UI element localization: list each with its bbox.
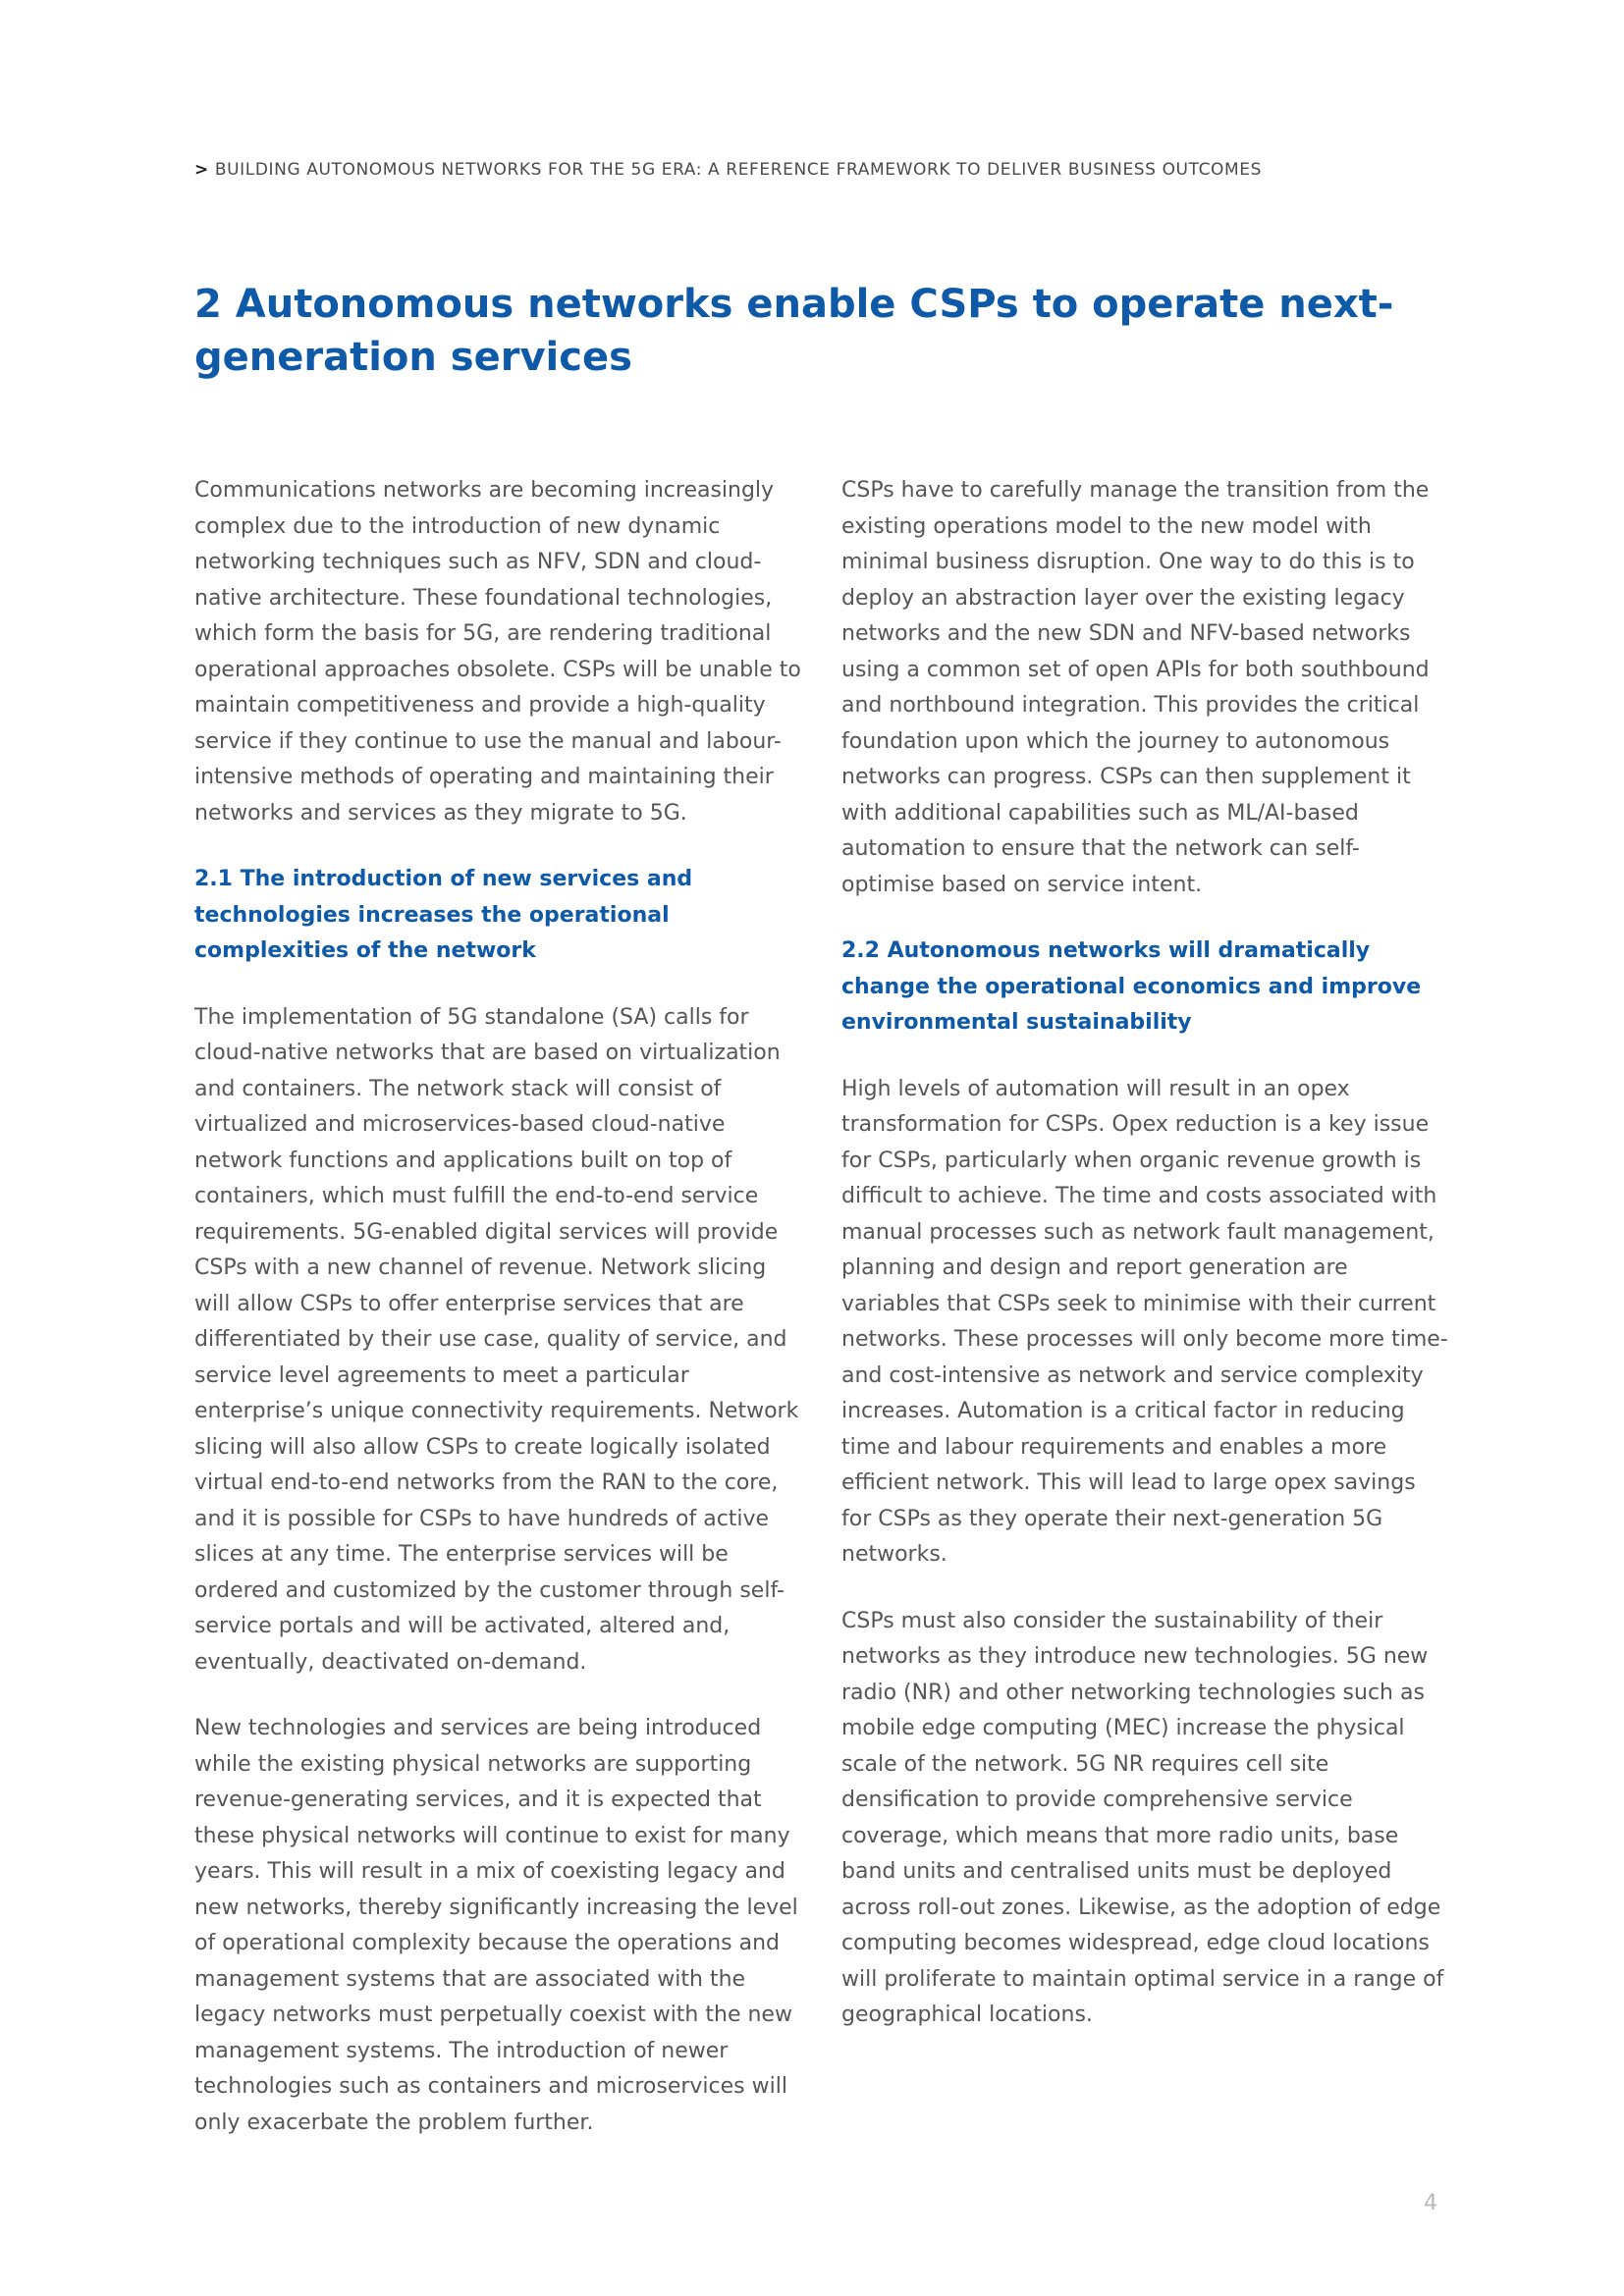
right-column	[841, 473, 1450, 2064]
section-2-1-paragraph-2: New technologies and services are being introduced while the existing physical networks are supporting revenue-generating services, and it is expected that these physical networks will continue to exist for many years. This will result in a mix of coexisting legacy and new networks, thereby significantly increasing the level of operational complexity because the operations and management systems that are associated with the legacy networks must perpetually coexist with the new management systems. The introduction of newer technologies such as containers and microservices will only exacerbate the problem further.	[194, 1716, 798, 2135]
section-2-2-paragraph-2: CSPs must also consider the sustainability of their networks as they introduce new technologies. 5G new radio (NR) and other networking technologies such as mobile edge computing (MEC) increase the physical scale of the network. 5G NR requires cell site densification to provide comprehensive service coverage, which means that more radio units, base band units and centralised units must be deployed across roll-out zones. Likewise, as the adoption of edge computing becomes widespread, edge cloud locations will proliferate to maintain optimal service in a range of geographical locations.	[841, 1608, 1444, 2027]
left-column	[194, 473, 803, 2171]
chevron-right-icon: >	[194, 160, 209, 180]
section-2-2-paragraph-1: High levels of automation will result in an opex transformation for CSPs. Opex reduction is a key issue for CSPs, particularly when organic revenue growth is difficult to achieve. The time and costs associated with manual processes such as network fault management, planning and design and report generation are variables that CSPs seek to minimise with their current networks. These processes will only become more time- and cost-intensive as network and service complexity increases. Automation is a critical factor in reducing time and labour requirements and enables a more efficient network. This will lead to large opex savings for CSPs as they operate their next-generation 5G networks.	[841, 1076, 1448, 1567]
section-2-1-paragraph-1: The implementation of 5G standalone (SA) calls for cloud-native networks that are based on virtualization and containers. The network stack will consist of virtualized and microservices-based cloud-native network functions and applications built on top of containers, which must fulfill the end-to-end service requirements. 5G-enabled digital services will provide CSPs with a new channel of revenue. Network slicing will allow CSPs to offer enterprise services that are differentiated by their use case, quality of service, and service level agreements to meet a particular enterprise’s unique connectivity requirements. Network slicing will also allow CSPs to create logically isolated virtual end-to-end networks from the RAN to the core, and it is possible for CSPs to have hundreds of active slices at any time. The enterprise services will be ordered and customized by the customer through self-service portals and will be activated, altered and, eventually, deactivated on-demand.	[194, 1004, 799, 1675]
section-2-2-heading: 2.2 Autonomous networks will dramatically change the operational economics and improve environmental sustainability	[841, 938, 1422, 1035]
running-header	[194, 160, 1262, 180]
page-title: 2 Autonomous networks enable CSPs to operate next-generation services	[194, 282, 1394, 380]
running-header-text: BUILDING AUTONOMOUS NETWORKS FOR THE 5G ERA: A REFERENCE FRAMEWORK TO DELIVER BUSINESS OUTCOMES	[214, 160, 1263, 180]
page-number: 4	[1424, 2191, 1437, 2216]
transition-paragraph: CSPs have to carefully manage the transition from the existing operations model to the new model with minimal business disruption. One way to do this is to deploy an abstraction layer over the existing legacy networks and the new SDN and NFV-based networks using a common set of open APIs for both southbound and northbound integration. This provides the critical foundation upon which the journey to autonomous networks can progress. CSPs can then supplement it with additional capabilities such as ML/AI-based automation to ensure that the network can self-optimise based on service intent.	[841, 478, 1430, 897]
intro-paragraph: Communications networks are becoming increasingly complex due to the introduction of new dynamic networking techniques such as NFV, SDN and cloud-native architecture. These foundational technologies, which form the basis for 5G, are rendering traditional operational approaches obsolete. CSPs will be unable to maintain competitiveness and provide a high-quality service if they continue to use the manual and labour-intensive methods of operating and maintaining their networks and services as they migrate to 5G.	[194, 478, 801, 826]
section-2-1-heading: 2.1 The introduction of new services and technologies increases the operational complexities of the network	[194, 867, 693, 963]
